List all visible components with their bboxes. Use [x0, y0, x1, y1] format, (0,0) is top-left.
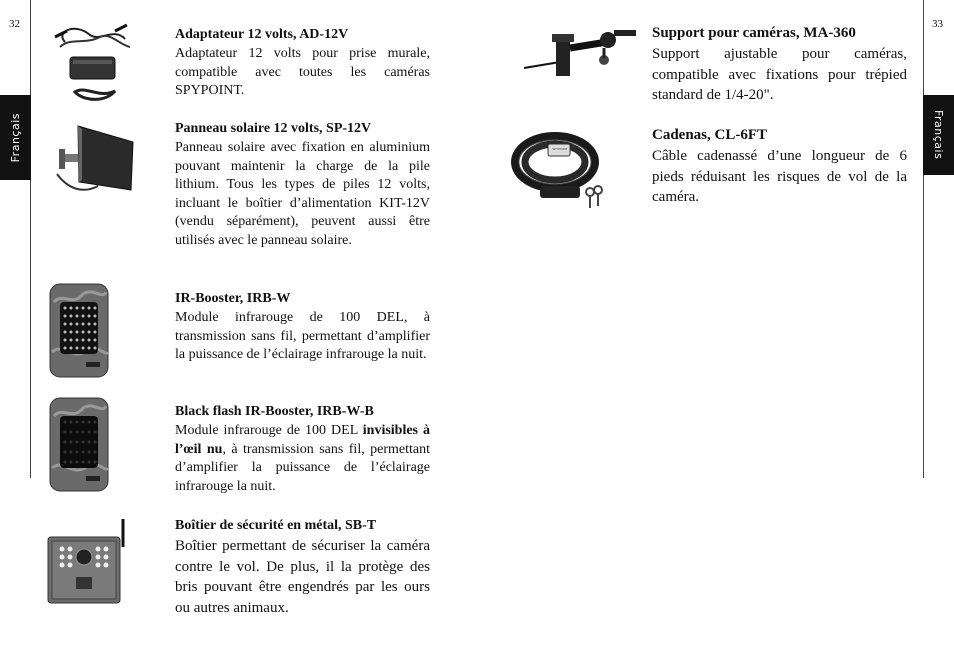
- item-description: Adaptateur 12 volts pour prise murale, compatible avec toutes les caméras SPYPOINT.: [175, 46, 430, 98]
- item-title: Panneau solaire 12 volts, SP-12V: [175, 121, 372, 136]
- item-description: [175, 422, 430, 496]
- security-box-image: [46, 517, 128, 605]
- language-tab-label: Français: [932, 110, 945, 160]
- item-description: Câble cadenassé d’une longueur de 6 pieds réduisant les risques de vol de la caméra.: [652, 148, 907, 205]
- language-tab-right: [923, 95, 954, 175]
- camera-mount-image: [522, 20, 637, 82]
- item-cable-lock: [652, 125, 907, 208]
- item-description: Module infrarouge de 100 DEL, à transmission sans fil, permettant d’amplifier la puissance de l’éclairage infrarouge la nuit.: [175, 310, 430, 362]
- ir-booster-image: [48, 282, 110, 379]
- description-text: , à transmission sans fil, permettant d’amplifier la puissance de l’éclairage infrarouge la nuit.: [175, 441, 430, 494]
- page-number-left: 32: [9, 18, 20, 30]
- description-emphasis: invisibles à l’œil nu: [175, 423, 431, 457]
- solar-panel-image: [53, 124, 135, 194]
- lock-tag-text: SPYPOINT: [552, 147, 568, 151]
- page-number-right: 33: [932, 18, 943, 30]
- item-title: Black flash IR-Booster, IRB-W-B: [175, 404, 374, 419]
- description-text: Module infrarouge de 100 DEL: [175, 423, 363, 438]
- item-title: IR-Booster, IRB-W: [175, 291, 291, 306]
- item-camera-mount: [652, 23, 907, 106]
- right-margin-line: [923, 0, 924, 478]
- left-margin-line: [30, 0, 31, 478]
- item-adapter: [175, 25, 430, 101]
- item-title: Adaptateur 12 volts, AD-12V: [175, 27, 349, 42]
- item-title: Support pour caméras, MA-360: [652, 25, 856, 41]
- item-description: Panneau solaire avec fixation en aluminium pouvant maintenir la charge de la pile lithium. Tous les types de piles 12 volts, incluant le boîtier d’alimentation KIT-12V (vendu séparément), peuvent aussi être utilisés avec le panneau solaire.: [175, 140, 430, 248]
- item-title: Cadenas, CL-6FT: [652, 127, 768, 143]
- item-solar-panel: [175, 119, 430, 250]
- item-description: Boîtier permettant de sécuriser la caméra contre le vol. De plus, il la protège des bris pouvant être engendrés par les ours ou autres animaux.: [175, 538, 430, 616]
- language-tab-left: [0, 95, 31, 180]
- cable-lock-image: [510, 124, 610, 214]
- item-description: Support ajustable pour caméras, compatible avec fixations pour trépied standard de 1/4-20".: [652, 46, 907, 103]
- item-black-flash-booster: [175, 402, 430, 496]
- key-icon: [586, 186, 602, 208]
- adapter-image: [45, 17, 135, 105]
- item-title: Boîtier de sécurité en métal, SB-T: [175, 518, 377, 533]
- item-ir-booster: [175, 289, 430, 365]
- black-flash-booster-image: [48, 396, 110, 493]
- language-tab-label: Français: [9, 112, 22, 163]
- item-security-box: [175, 516, 430, 618]
